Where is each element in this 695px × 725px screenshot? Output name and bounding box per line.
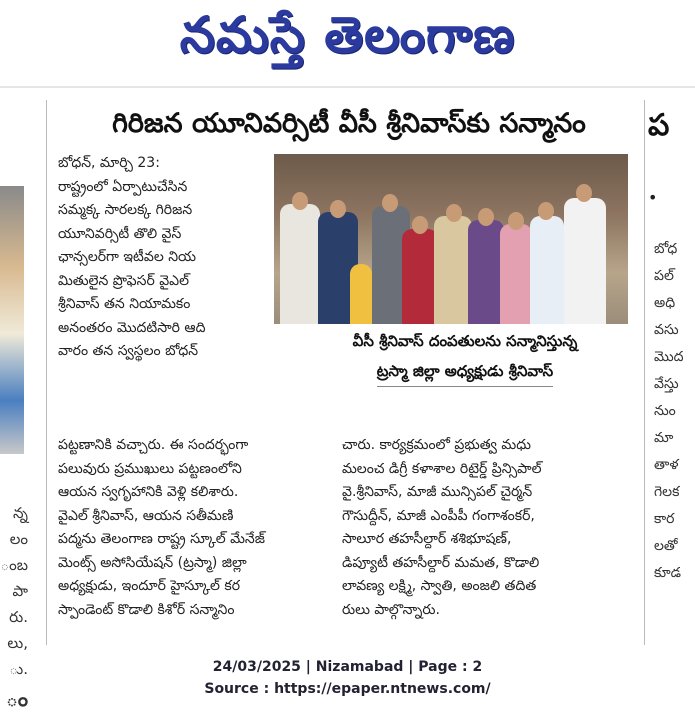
right-line: వసు bbox=[654, 322, 679, 338]
article-line: మితులైన ప్రొఫెసర్ వైఎల్ bbox=[58, 272, 190, 289]
caption-line-wrap bbox=[300, 356, 630, 386]
photo-person bbox=[530, 216, 564, 324]
footer-date-edition: 24/03/2025 | Nizamabad | Page : 2 bbox=[212, 659, 483, 675]
right-column-bullet: • bbox=[648, 188, 658, 207]
article-headline: గిరిజన యూనివర్సిటీ వీసీ శ్రీనివాస్‌కు సన్మానం bbox=[112, 108, 586, 139]
photo-head bbox=[330, 200, 346, 218]
right-column-headline: ప bbox=[648, 108, 670, 143]
article-line: వైఎల్ శ్రీనివాస్, ఆయన సతీమణి bbox=[58, 507, 234, 524]
left-line: ు. bbox=[9, 660, 28, 678]
article-column-left bbox=[58, 434, 330, 622]
photo-person bbox=[402, 229, 438, 324]
right-line: కూడ bbox=[654, 565, 682, 581]
article-line: పట్టణానికి వచ్చారు. ఈ సందర్భంగా bbox=[58, 437, 249, 453]
footer-source: Source : https://epaper.ntnews.com/ bbox=[204, 681, 491, 697]
left-line: లు, bbox=[7, 634, 28, 652]
photo-person bbox=[280, 204, 320, 324]
right-line: లతో bbox=[654, 538, 678, 554]
masthead bbox=[0, 0, 695, 82]
left-column-photo bbox=[0, 186, 24, 454]
caption-line: వీసీ శ్రీనివాస్ దంపతులను సన్మానిస్తున్న bbox=[352, 332, 578, 350]
right-line: మా bbox=[654, 430, 674, 446]
article-line: అనంతరం మొదటిసారి ఆది bbox=[58, 319, 206, 336]
right-line: తాళ bbox=[654, 457, 679, 473]
photo-head bbox=[478, 208, 494, 226]
photo-head bbox=[412, 216, 428, 234]
photo-caption bbox=[300, 326, 630, 392]
footer bbox=[0, 656, 695, 700]
right-column-text bbox=[654, 236, 684, 587]
photo-head bbox=[576, 184, 592, 202]
article-line: ఆయన స్వగృహానికి వెళ్లి కలిశారు. bbox=[58, 484, 239, 500]
caption-line: ట్రస్మా జిల్లా అధ్యక్షుడు శ్రీనివాస్ bbox=[377, 356, 553, 387]
left-line: న్న bbox=[13, 504, 28, 522]
right-line: గెలక bbox=[654, 484, 680, 500]
article-line: గౌసుద్దీన్, మాజీ ఎంపీపీ గంగాశంకర్, bbox=[342, 507, 535, 524]
article-line: చారు. కార్యక్రమంలో ప్రభుత్వ మధు bbox=[342, 437, 531, 453]
photo-person bbox=[468, 220, 504, 324]
left-line: ంబ bbox=[0, 556, 28, 574]
article-line: మెంట్స్ అసోసియేషన్ (ట్రస్మా) జిల్లా bbox=[58, 554, 247, 571]
left-line: పా bbox=[12, 582, 28, 600]
article-line: పద్మను తెలంగాణ రాష్ట్ర స్కూల్ మేనేజ్ bbox=[58, 531, 265, 547]
article-line: శ్రీనివాస్ తన నియామకం bbox=[58, 296, 191, 312]
photo-person bbox=[434, 216, 472, 324]
article-line: వై.శ్రీనివాస్, మాజీ మున్సిపల్ చైర్మన్ bbox=[342, 484, 533, 500]
article-line: పలువురు ప్రముఖులు పట్టణంలోని bbox=[58, 460, 242, 477]
article-column-top bbox=[58, 152, 270, 364]
article-photo bbox=[274, 154, 628, 324]
column-rule-left bbox=[46, 100, 47, 645]
right-line: పల్ bbox=[654, 268, 674, 284]
article-line: లావణ్య లక్ష్మి, స్వాతి, అంజలి తదిత bbox=[342, 578, 537, 594]
photo-person bbox=[350, 264, 372, 324]
article-line: మలంచ డిగ్రీ కళాశాల రిటైర్డ్ ప్రిన్సిపాల్ bbox=[342, 460, 542, 477]
left-neighbour-column bbox=[0, 100, 45, 711]
masthead-divider bbox=[0, 86, 695, 88]
right-line: వేస్తు bbox=[654, 376, 679, 392]
right-line: నుం bbox=[654, 403, 676, 419]
photo-person bbox=[564, 198, 606, 324]
article-line: బోధన్, మార్చి 23: bbox=[58, 155, 160, 171]
article-line: సాలూర తహసీల్దార్ శశిభూషణ్, bbox=[342, 531, 512, 547]
photo-head bbox=[508, 212, 524, 230]
article-line: రులు పాల్గొన్నారు. bbox=[342, 601, 440, 618]
article-line: వారం తన స్వస్థలం బోధన్ bbox=[58, 343, 199, 359]
masthead-title: నమస్తే తెలంగాణ bbox=[179, 5, 516, 64]
photo-person bbox=[500, 224, 532, 324]
article-column-right bbox=[342, 434, 624, 622]
article-line: అధ్యక్షుడు, ఇందూర్ హైస్కూల్ కర bbox=[58, 578, 241, 594]
article-line: యూనివర్సిటీ తొలి వైస్ bbox=[58, 225, 182, 242]
photo-head bbox=[292, 192, 308, 210]
photo-head bbox=[446, 204, 462, 222]
photo-head bbox=[382, 194, 398, 212]
right-line: అధి bbox=[654, 295, 676, 311]
photo-head bbox=[538, 202, 554, 220]
column-rule-right bbox=[644, 100, 645, 645]
article-line: రాష్ట్రంలో ఏర్పాటుచేసిన bbox=[58, 178, 188, 195]
left-line: లం bbox=[9, 530, 28, 548]
right-line: కార bbox=[654, 511, 675, 527]
article-line: సమ్మక్క సారలక్క గిరిజన bbox=[58, 202, 193, 218]
article-line: డిప్యూటీ తహసీల్దార్ మమత, కొడాలి bbox=[342, 554, 540, 571]
right-line: బోధ bbox=[654, 241, 678, 257]
article-line: ఛాన్సలర్‌గా ఇటీవల నియ bbox=[58, 249, 197, 265]
right-neighbour-column bbox=[648, 100, 695, 645]
left-line: ం bbox=[6, 687, 28, 711]
article-line: స్పాండెంట్ కొడాలి కిశోర్ సన్మానిం bbox=[58, 601, 235, 618]
right-line: మొద bbox=[654, 349, 684, 365]
left-line: రు. bbox=[9, 608, 28, 626]
